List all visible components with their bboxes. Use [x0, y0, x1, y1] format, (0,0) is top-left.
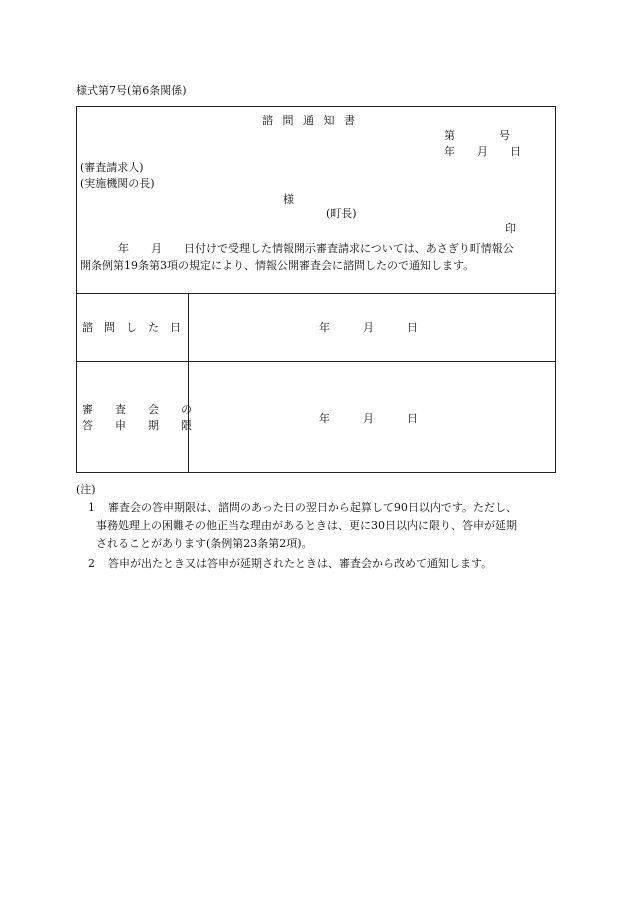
document-title: 諮 問 通 知 書: [262, 114, 358, 127]
divider-middle: [76, 361, 556, 362]
report-deadline-label-line2: 答 申 期 限: [82, 419, 192, 432]
note-number: 1: [88, 501, 95, 514]
document-date: 年 月 日: [444, 145, 521, 158]
form-frame: [76, 106, 556, 473]
notes-header: (注): [76, 483, 96, 496]
document-number: 第 号: [444, 129, 510, 142]
addressee-agency-head: (実施機関の長): [80, 177, 155, 190]
body-text-line1: 年 月 日付けで受理した情報開示審査請求については、あさぎり町情報公: [118, 242, 514, 255]
divider-top: [76, 293, 556, 294]
note-text: 事務処理上の困難その他正当な理由があるときは、更に30日以内に限り、答申が延期: [96, 519, 517, 532]
column-divider: [188, 293, 189, 473]
body-text-line2: 開条例第19条第3項の規定により、情報公開審査会に諮問したので通知します。: [80, 259, 475, 272]
issuer-title: (町長): [326, 207, 357, 220]
note-text: されることがあります(条例第23条第2項)。: [96, 537, 313, 550]
note-number: 2: [88, 557, 95, 570]
report-deadline-value: 年 月 日: [319, 412, 418, 425]
consultation-date-label: 諮 問 し た 日: [82, 321, 181, 334]
honorific-sama: 様: [283, 193, 294, 206]
form-label: 様式第7号(第6条関係): [76, 84, 187, 97]
consultation-date-value: 年 月 日: [319, 321, 418, 334]
report-deadline-label-line1: 審 査 会 の: [82, 403, 192, 416]
note-text: 答申が出たとき又は答申が延期されたときは、審査会から改めて通知します。: [108, 557, 493, 570]
note-text: 審査会の答申期限は、諮問のあった日の翌日から起算して90日以内です。ただし、: [108, 501, 518, 514]
addressee-requester: (審査請求人): [80, 161, 144, 174]
seal-mark: 印: [505, 222, 516, 235]
